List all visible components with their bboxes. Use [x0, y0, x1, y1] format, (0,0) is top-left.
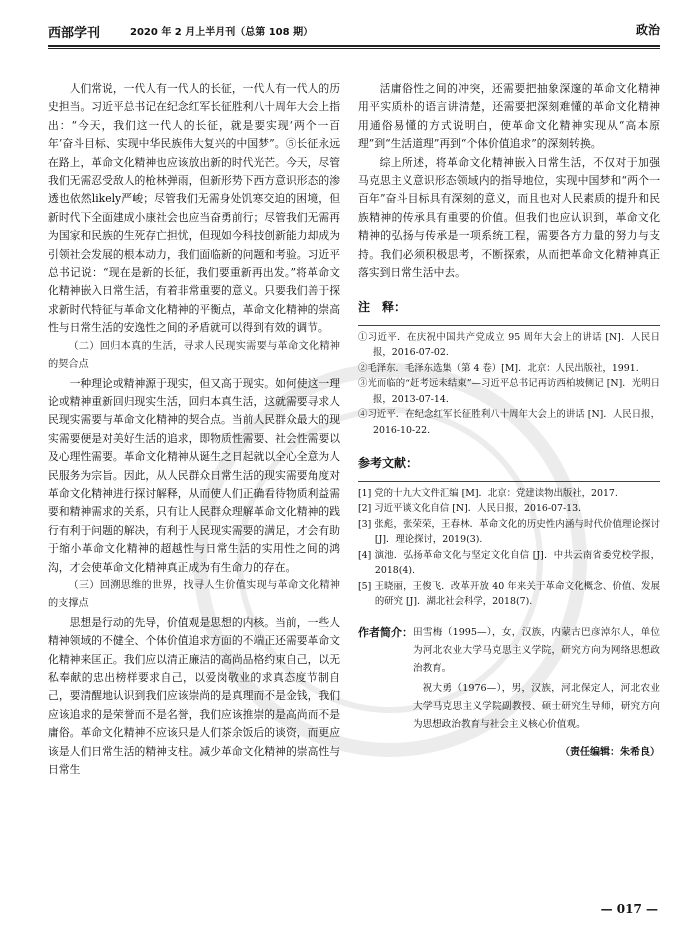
- right-column: [358, 80, 660, 762]
- header-rule-thin: [48, 48, 660, 49]
- body-paragraph: 一种理论或精神源于现实，但又高于现实。如何使这一理论或精神重新回归现实生活，回归本真生活，这就需要寻求人民现实需要与革命文化精神的契合点。当前人民群众最大的现实需要便是对美好生活的追求，即物质性需要、社会性需要以及心理性需要。革命文化精神从诞生之日起就以全心全意为人民服务为宗旨。因此，从人民群众日常生活的现实需要角度对革命文化精神进行探讨解释，从而使人们正确看待物质利益需要和精神需求的关系，只有让人民群众理解革命文化精神的践行有利于问题的解决，有利于人民现实需要的满足，才会有助于缩小革命文化精神的超越性与日常生活的实用性之间的鸿沟，才会使革命文化精神真正成为有生命力的存在。: [48, 376, 340, 574]
- author-info: [358, 624, 660, 734]
- subsection-heading: （三）回溯思维的世界，找寻人生价值实现与革命文化精神的支撑点: [48, 579, 340, 610]
- issue-info: 2020 年 2 月上半月刊（总第 108 期）: [130, 27, 314, 38]
- notes-heading: 注 释：: [358, 300, 407, 315]
- subsection-heading: （二）回归本真的生活，寻求人民现实需要与革命文化精神的契合点: [48, 340, 340, 371]
- body-paragraph: 思想是行动的先导，价值观是思想的内核。当前，一些人精神领域的不健全、个体价值追求方面的不端正还需要革命文化精神来匡正。我们应以清正廉洁的高尚品格约束自己，以无私奉献的忠出榜样要求自己，以爱岗敬业的求真态度节制自己，要清醒地认识到我们应该崇尚的是真理而不是金钱，我们应该追求的是荣誉而不是名誉，我们应该推崇的是高尚而不是庸俗。革命文化精神不应该只是人们茶余饭后的谈资，而更应该是人们日常生活的精神支柱。减少革命文化精神的崇高性与日常生: [48, 615, 340, 777]
- page-number: — 017 —: [600, 902, 658, 916]
- reference-item: [2] 习近平谈文化自信 [N]．人民日报，2016-07-13.: [358, 503, 582, 515]
- reference-item: [5] 王晓丽，王俊飞．改革开放 40 年来关于革命文化概念、价值、发展的研究 [J]．湖北社会科学，2018(7).: [358, 580, 660, 608]
- section-label: 政治: [635, 23, 660, 37]
- footnote-item: ①习近平．在庆祝中国共产党成立 95 周年大会上的讲话 [N]．人民日报，2016-07-02.: [358, 331, 660, 359]
- notes-divider: [358, 325, 660, 326]
- left-column: [48, 80, 340, 779]
- footnote-item: ③光而临的“赶考远未结束”—习近平总书记再访西柏坡侧记 [N]．光明日报，2013-07-14.: [358, 378, 660, 405]
- body-paragraph: 人们常说，一代人有一代人的长征，一代人有一代人的历史担当。习近平总书记在纪念红军长征胜利八十周年大会上指出：“今天，我们这一代人的长征，就是要实现‘两个一百年’奋斗目标、实现中华民族伟大复兴的中国梦”。⑤长征永远在路上，革命文化精神也应该放出新的时代光芒。今天，尽管我们无需忍受敌人的枪林弹雨，但新形势下西方意识形态的渗透也依然likely严峻；尽管我们无需身处饥寒交迫的困境，但新时代下全面建成小康社会也应当奋勇前行；尽管我们无需再为国家和民族的生死存亡担忧，但现如今科技创新能力却成为引领社会发展的根本动力，我们面临新的问题和考验。习近平总书记说：“现在是新的长征，我们要重新再出发。”将革命文化精神嵌入日常生活，有着非常重要的意义。只要我们善于探求新时代特征与革命文化精神的平衡点，革命文化精神的崇高性与日常生活的安逸性之间的矛盾就可以得到有效的调节。: [48, 82, 340, 335]
- footnote-item: ②毛泽东．毛泽东选集（第 4 卷）[M]．北京：人民出版社，1991.: [358, 362, 639, 374]
- author-bio: 田雪梅（1995—），女，汉族，内蒙古巴彦淖尔人，单位为河北农业大学马克思主义学院，研究方向为网络思想政治教育。: [413, 626, 660, 674]
- editor-credit: （责任编辑：朱希良）: [560, 746, 660, 758]
- reference-item: [3] 张彪，张荣荣，王春林．革命文化的历史性内涵与时代价值理论探讨 [J]．理论探讨，2019(3).: [358, 518, 660, 546]
- header-rule: [48, 45, 660, 47]
- journal-brand: 西部学刊: [48, 26, 101, 41]
- references-heading: 参考文献：: [358, 456, 419, 471]
- references-divider: [358, 481, 660, 482]
- reference-item: [1] 党的十九大文件汇编 [M]．北京：党建读物出版社，2017.: [358, 487, 618, 499]
- author-bio: 祝大勇（1976—），男，汉族，河北保定人，河北农业大学马克思主义学院副教授、硕士研究生导师，研究方向为思想政治教育与社会主义核心价值观。: [413, 682, 660, 730]
- footnote-item: ④习近平．在纪念红军长征胜利八十周年大会上的讲话 [N]．人民日报，2016-10-22.: [358, 409, 660, 436]
- body-paragraph: 活庸俗性之间的冲突，还需要把抽象深邃的革命文化精神用平实质朴的语言讲清楚，还需要把深刻难懂的革命文化精神用通俗易懂的方式说明白，使革命文化精神实现从“高本原理”到“生活道理”再到“个体价值追求”的深刻转换。: [358, 82, 660, 151]
- author-label: 作者简介：: [358, 625, 413, 639]
- reference-item: [4] 演池．弘扬革命文化与坚定文化自信 [J]．中共云南省委党校学报，2018(4).: [358, 549, 660, 577]
- page-header: [48, 18, 660, 46]
- conclusion-paragraph: 综上所述，将革命文化精神嵌入日常生活，不仅对于加强马克思主义意识形态领域内的指导地位，实现中国梦和“两个一百年”奋斗目标具有深刻的意义，而且也对人民素质的提升和民族精神的传承具有重要的价值。但我们也应认识到，革命文化精神的弘扬与传承是一项系统工程，需要各方力量的努力与支持。我们必须积极思考，不断探索，从而把革命文化精神真正落实到日常生活中去。: [358, 155, 660, 280]
